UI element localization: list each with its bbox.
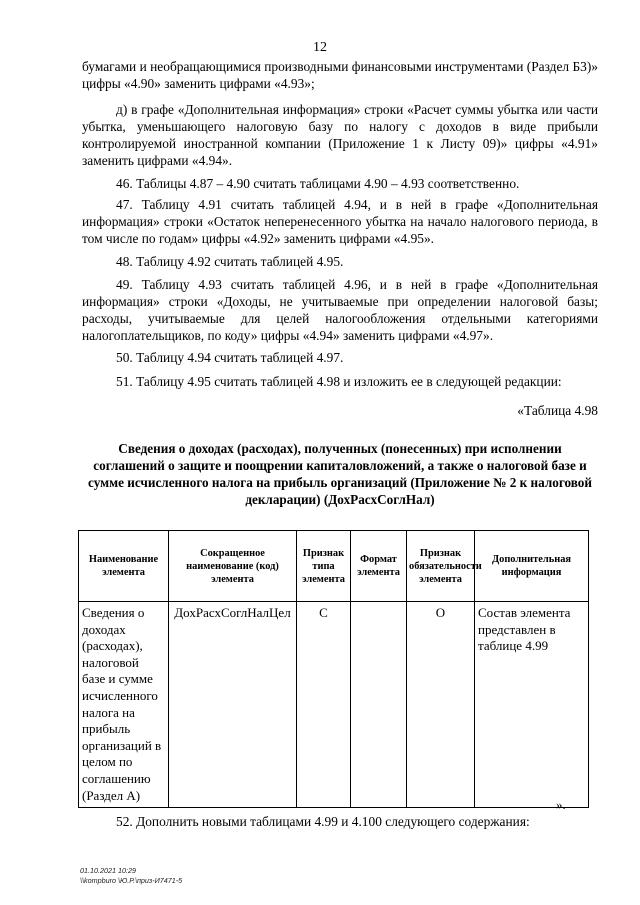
header-short-name: Сокращенное наименование (код) элемента <box>169 531 297 602</box>
paragraph-48: 48. Таблицу 4.92 считать таблицей 4.95. <box>116 254 344 269</box>
cell-short-name: ДохРасхСоглНалЦел <box>169 602 297 808</box>
header-element-name: Наименование элемента <box>79 531 169 602</box>
header-type-flag: Признак типа элемента <box>297 531 351 602</box>
footer <box>80 866 182 885</box>
cell-additional-info: Состав элемента представлен в таблице 4.99 <box>475 602 589 808</box>
paragraph-46: 46. Таблицы 4.87 – 4.90 считать таблицами 4.90 – 4.93 соответственно. <box>116 176 520 191</box>
paragraph-52: 52. Дополнить новыми таблицами 4.99 и 4.100 следующего содержания: <box>116 814 530 829</box>
cell-format <box>351 602 407 808</box>
table-caption: «Таблица 4.98 <box>517 403 598 418</box>
table-header-row <box>79 531 589 602</box>
footer-timestamp: 01.10.2021 10:29 <box>80 866 136 875</box>
paragraph-continuation: бумагами и необращающимися производными финансовыми инструментами (Раздел Б3)» цифры «4.90» заменить цифрами «4.93»; <box>82 59 598 91</box>
table-row <box>79 602 589 808</box>
cell-type-flag: С <box>297 602 351 808</box>
footer-file-path: \\kompburo \Ю.Р.\приз-И7471-5 <box>80 875 183 885</box>
header-required-flag: Признак обязательности элемента <box>407 531 475 602</box>
cell-element-name: Сведения о доходах (расходах), налоговой базе и сумме исчисленного налога на прибыль организаций в целом по соглашению (Раздел А) <box>79 602 169 808</box>
paragraph-47: 47. Таблицу 4.91 считать таблицей 4.94, и в ней в графе «Дополнительная информация» строки «Остаток неперенесенного убытка на начало налогового периода, в том числе по годам» цифры «4.92» заменить цифрами «4.95». <box>82 197 598 246</box>
elements-table <box>78 530 589 808</box>
cell-required-flag: О <box>407 602 475 808</box>
header-additional-info: Дополнительная информация <box>475 531 589 602</box>
header-format: Формат элемента <box>351 531 407 602</box>
paragraph-50: 50. Таблицу 4.94 считать таблицей 4.97. <box>116 350 344 365</box>
paragraph-49: 49. Таблицу 4.93 считать таблицей 4.96, и в ней в графе «Дополнительная информация» строки «Доходы, не учитываемые при определении налоговой базы; расходы, учитываемые для целей налогообложения отдельными категориями налогоплательщиков, по коду» цифры «4.94» заменить цифрами «4.97». <box>82 277 598 343</box>
closing-quote: ». <box>556 797 566 812</box>
paragraph-item-d: д) в графе «Дополнительная информация» строки «Расчет суммы убытка или части убытка, уменьшающего налоговую базу по налогу с доходов в виде прибыли контролируемой иностранной компании (Приложение 1 к Листу 09)» цифры «4.91» заменить цифрами «4.94». <box>82 102 598 168</box>
page-number: 12 <box>313 40 327 55</box>
section-heading: Сведения о доходах (расходах), полученных (понесенных) при исполнении соглашений о защите и поощрении капиталовложений, а также о налоговой базе и сумме исчисленного налога на прибыль организаций (Приложение № 2 к налоговой декларации) (ДохРасхСоглНал) <box>88 441 592 507</box>
paragraph-51: 51. Таблицу 4.95 считать таблицей 4.98 и изложить ее в следующей редакции: <box>116 374 562 389</box>
